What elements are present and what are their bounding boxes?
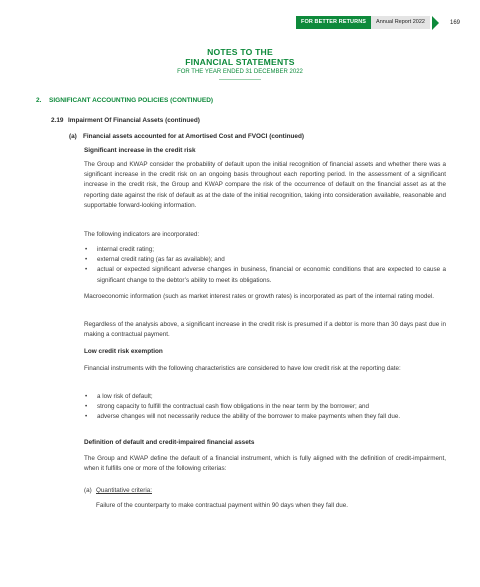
past-due-paragraph: Regardless of the analysis above, a significant increase in the credit risk is presumed if a debtor is more than 30 days past due in making a contractual payment. xyxy=(84,321,446,339)
criteria-text-block xyxy=(96,501,446,511)
list-item: • internal credit rating; xyxy=(85,246,155,253)
criteria-block xyxy=(84,486,446,496)
low-risk-paragraph: Financial instruments with the following characteristics are considered to have low credit risk at the reporting date: xyxy=(84,365,401,372)
default-para-block xyxy=(84,454,446,474)
page-number: 169 xyxy=(449,19,460,26)
subsubsection-number: (a) xyxy=(69,133,77,140)
criteria-label-line xyxy=(84,486,446,496)
list-item-text: external credit rating (as far as available); and xyxy=(97,256,225,264)
subsection-title: Impairment Of Financial Assets (continued) xyxy=(68,117,200,124)
chevron-right-icon xyxy=(432,16,439,30)
significant-increase-para1-block xyxy=(84,160,446,211)
top-header-bar xyxy=(296,15,460,30)
subsubsection-heading xyxy=(69,133,304,140)
indicators-intro-block xyxy=(84,230,446,240)
tagline-badge: FOR BETTER RETURNS xyxy=(296,16,371,29)
default-heading-block xyxy=(84,438,446,448)
list-item-text: internal credit rating; xyxy=(97,246,155,253)
page-subtitle: FOR THE YEAR ENDED 31 DECEMBER 2022 xyxy=(177,69,303,75)
list-item-text: strong capacity to fulfill the contractual cash flow obligations in the near term by the borrower; and xyxy=(97,403,369,411)
list-item-text: actual or expected significant adverse changes in business, financial or economic conditions that are expected to cause a significant change to the debtor’s ability to meet its obligations. xyxy=(97,266,446,284)
indicators-list-block xyxy=(84,245,446,286)
subsubsection-title: Financial assets accounted for at Amortised Cost and FVOCI (continued) xyxy=(83,133,304,140)
indicators-list xyxy=(84,245,446,286)
subsection-number: 2.19 xyxy=(51,117,64,124)
page-title-block xyxy=(0,47,480,80)
low-risk-heading-block xyxy=(84,347,446,357)
criteria-label: Quantitative criteria: xyxy=(96,487,152,494)
title-divider xyxy=(219,79,261,80)
significant-increase-paragraph: The Group and KWAP consider the probability of default upon the initial recognition of financial assets and whether there was a significant increase in the credit risk on an ongoing basis throughout each reporting period. In the assessment of a significant increase in the credit risk, the Group and KWAP compare the risk of the occurrence of default on the financial asset as at the reporting date against the risk of default as at the date of the initial recognition, taking into consideration available, reasonable and supportable forward-looking information. xyxy=(84,161,446,209)
default-heading: Definition of default and credit-impaired financial assets xyxy=(84,439,255,446)
list-item: • actual or expected significant adverse changes in business, financial or economic conditions that are expected to cause a significant change to the debtor’s ability to meet its obligations. xyxy=(85,266,446,284)
low-risk-list xyxy=(84,392,446,423)
criteria-number: (a) xyxy=(84,487,92,494)
section-number: 2. xyxy=(36,97,42,104)
page-title-line1: NOTES TO THE xyxy=(207,47,273,57)
list-item: • external credit rating (as far as available); and xyxy=(85,256,225,264)
low-risk-heading: Low credit risk exemption xyxy=(84,348,163,355)
page-title-line2: FINANCIAL STATEMENTS xyxy=(185,57,295,67)
list-item: • strong capacity to fulfill the contractual cash flow obligations in the near term by the borrower; and xyxy=(85,403,369,411)
list-item: • adverse changes will not necessarily reduce the ability of the borrower to make payments when they fall due. xyxy=(85,413,401,421)
list-item-text: adverse changes will not necessarily reduce the ability of the borrower to make payments when they fall due. xyxy=(97,413,401,421)
macroeconomic-block xyxy=(84,292,446,302)
significant-increase-heading: Significant increase in the credit risk xyxy=(84,147,196,154)
list-item: • a low risk of default; xyxy=(85,393,153,400)
list-item-text: a low risk of default; xyxy=(97,393,153,400)
section-heading xyxy=(36,97,213,104)
indicators-intro: The following indicators are incorporated: xyxy=(84,231,200,238)
low-risk-para-block xyxy=(84,364,446,374)
past-due-block xyxy=(84,320,446,340)
report-title-badge: Annual Report 2022 xyxy=(371,16,430,29)
significant-increase-heading-block xyxy=(84,146,446,156)
subsection-heading xyxy=(51,117,200,124)
default-paragraph: The Group and KWAP define the default of a financial instrument, which is fully aligned with the definition of credit-impairment, when it fulfills one or more of the following criterias: xyxy=(84,455,446,473)
macroeconomic-paragraph: Macroeconomic information (such as market interest rates or growth rates) is incorporated as part of the internal rating model. xyxy=(84,293,434,300)
section-title: SIGNIFICANT ACCOUNTING POLICIES (CONTINUED) xyxy=(49,97,214,104)
criteria-text: Failure of the counterparty to make contractual payment within 90 days when they fall due. xyxy=(96,502,349,509)
low-risk-list-block xyxy=(84,392,446,423)
